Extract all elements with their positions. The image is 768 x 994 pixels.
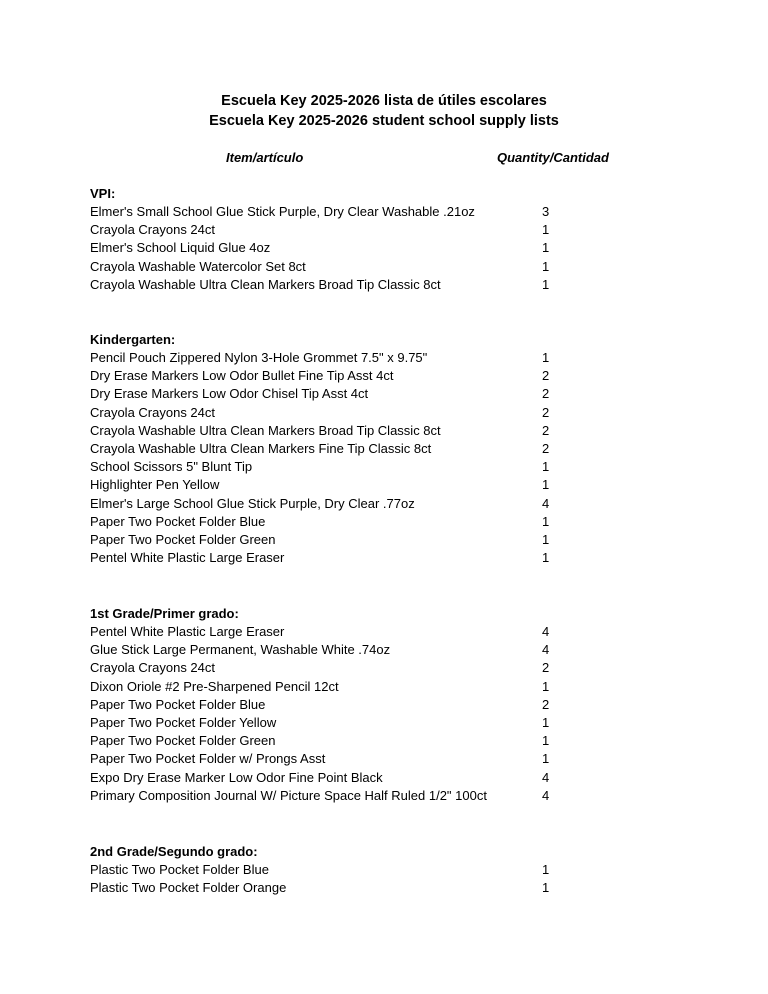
item-name: Plastic Two Pocket Folder Orange [90,880,287,896]
item-name: Pentel White Plastic Large Eraser [90,550,285,566]
list-item [90,659,570,677]
item-quantity: 1 [542,751,550,767]
item-name: Paper Two Pocket Folder Blue [90,696,266,712]
section-kindergarten [90,331,570,567]
list-item [90,732,570,750]
item-quantity: 1 [542,240,550,256]
item-quantity: 1 [542,459,550,475]
list-item [90,495,570,513]
item-quantity: 2 [542,696,550,712]
item-quantity: 1 [542,276,550,292]
title-line-spanish: Escuela Key 2025-2026 lista de útiles escolares [221,93,547,109]
list-item [90,861,570,879]
list-item [90,440,570,458]
item-quantity: 1 [542,350,550,365]
list-item [90,458,570,476]
item-quantity: 1 [542,258,550,274]
list-item [90,641,570,659]
list-item [90,422,570,440]
list-item [90,258,570,276]
item-quantity: 1 [542,733,550,749]
list-item [90,623,570,641]
item-name: Paper Two Pocket Folder Yellow [90,714,277,730]
item-name: Highlighter Pen Yellow [90,477,220,493]
header-item: Item/artículo [226,150,304,165]
section-second-grade [90,843,570,897]
item-quantity: 2 [542,422,550,438]
list-item [90,221,570,239]
item-name: Crayola Crayons 24ct [90,404,215,420]
item-name: Dry Erase Markers Low Odor Bullet Fine Tip Asst 4ct [90,368,394,384]
list-item [90,769,570,787]
section-first-grade [90,605,570,805]
list-item [90,276,570,294]
item-name: Paper Two Pocket Folder w/ Prongs Asst [90,751,326,767]
item-quantity: 2 [542,440,550,456]
item-name: Crayola Washable Watercolor Set 8ct [90,258,306,274]
item-quantity: 1 [542,550,550,566]
item-name: Paper Two Pocket Folder Green [90,531,276,547]
item-name: Crayola Washable Ultra Clean Markers Broad Tip Classic 8ct [90,422,441,438]
item-name: Dry Erase Markers Low Odor Chisel Tip Asst 4ct [90,386,369,402]
item-name: Pencil Pouch Zippered Nylon 3-Hole Grommet 7.5" x 9.75" [90,350,428,365]
item-name: Elmer's Large School Glue Stick Purple, Dry Clear .77oz [90,495,415,511]
item-quantity: 4 [542,769,550,785]
item-quantity: 4 [542,787,550,803]
item-name: Paper Two Pocket Folder Green [90,733,276,749]
item-quantity: 4 [542,642,550,658]
item-name: Elmer's School Liquid Glue 4oz [90,240,271,256]
item-quantity: 4 [542,624,550,639]
item-name: Crayola Washable Ultra Clean Markers Fine Tip Classic 8ct [90,440,432,456]
list-item [90,367,570,385]
item-name: Expo Dry Erase Marker Low Odor Fine Point Black [90,769,383,785]
item-name: Elmer's Small School Glue Stick Purple, Dry Clear Washable .21oz [90,204,475,219]
list-item [90,714,570,732]
item-quantity: 1 [542,880,550,896]
item-quantity: 1 [542,477,550,493]
list-item [90,239,570,257]
item-quantity: 1 [542,513,550,529]
item-quantity: 2 [542,660,550,676]
list-item [90,787,570,805]
list-item [90,349,570,367]
list-item [90,404,570,422]
item-name: Crayola Crayons 24ct [90,222,215,238]
list-item [90,531,570,549]
item-name: Crayola Crayons 24ct [90,660,215,676]
section-title: Kindergarten: [90,332,176,347]
column-headers [0,150,768,168]
item-quantity: 1 [542,714,550,730]
item-name: Pentel White Plastic Large Eraser [90,624,285,639]
item-name: Glue Stick Large Permanent, Washable White .74oz [90,642,391,658]
item-quantity: 1 [542,678,550,694]
list-item [90,203,570,221]
item-name: Dixon Oriole #2 Pre-Sharpened Pencil 12ct [90,678,339,694]
item-quantity: 3 [542,204,550,219]
header-quantity: Quantity/Cantidad [497,150,609,165]
item-name: Plastic Two Pocket Folder Blue [90,862,269,877]
item-quantity: 2 [542,368,550,384]
section-vpi [90,185,570,294]
item-name: School Scissors 5" Blunt Tip [90,459,253,475]
item-quantity: 2 [542,404,550,420]
section-title: VPI: [90,186,116,201]
list-item [90,750,570,768]
list-item [90,513,570,531]
section-title: 2nd Grade/Segundo grado: [90,844,258,859]
item-quantity: 4 [542,495,550,511]
item-quantity: 2 [542,386,550,402]
list-item [90,879,570,897]
item-quantity: 1 [542,222,550,238]
list-item [90,385,570,403]
list-item [90,549,570,567]
item-name: Primary Composition Journal W/ Picture Space Half Ruled 1/2" 100ct [90,787,487,803]
list-item [90,476,570,494]
item-name: Crayola Washable Ultra Clean Markers Broad Tip Classic 8ct [90,276,441,292]
item-quantity: 1 [542,531,550,547]
document-title [0,91,768,131]
item-quantity: 1 [542,862,550,877]
title-line-english: Escuela Key 2025-2026 student school supply lists [209,113,559,129]
list-item [90,678,570,696]
section-title: 1st Grade/Primer grado: [90,606,239,621]
item-name: Paper Two Pocket Folder Blue [90,513,266,529]
list-item [90,696,570,714]
